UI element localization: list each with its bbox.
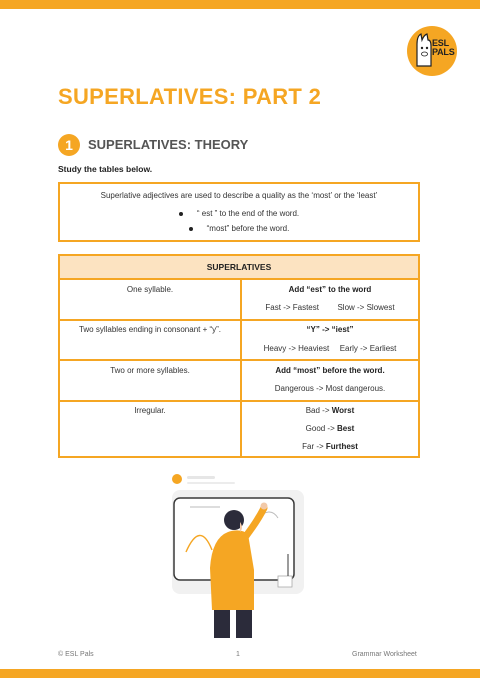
- rule-cell: Two syllables ending in consonant + “y”.: [78, 325, 222, 334]
- example-text: Slow -> Slowest: [337, 303, 395, 312]
- row-divider: [60, 319, 418, 321]
- irregular-cell: [242, 442, 418, 451]
- bottom-accent-bar: [0, 669, 480, 678]
- example-cell: [242, 344, 418, 353]
- irregular-cell: [242, 424, 418, 433]
- form-cell: “Y” -> “iest”: [306, 325, 354, 334]
- section-title: SUPERLATIVES: THEORY: [88, 137, 249, 152]
- superlatives-table: [58, 254, 420, 458]
- logo-line-esl: ESL: [432, 38, 449, 48]
- irregular-base: Bad ->: [305, 406, 332, 415]
- example-text: Heavy -> Heaviest: [263, 344, 330, 353]
- esl-pals-logo: [407, 26, 457, 76]
- theory-bullet: [60, 209, 418, 218]
- example-cell: [242, 303, 418, 312]
- form-cell: Add “most” before the word.: [275, 366, 385, 375]
- irregular-superlative: Worst: [331, 406, 355, 415]
- table-header: SUPERLATIVES: [60, 256, 418, 280]
- page-title: SUPERLATIVES: PART 2: [58, 84, 322, 109]
- rule-cell: Irregular.: [134, 406, 166, 415]
- example-text: Early -> Earliest: [339, 344, 397, 353]
- row-divider: [60, 359, 418, 361]
- rule-cell: Two or more syllables.: [110, 366, 190, 375]
- theory-intro: Superlative adjectives are used to describe a quality as the ‘most’ or the ‘least’: [100, 191, 378, 200]
- theory-box: [58, 182, 420, 242]
- bullet-dot-icon: [189, 227, 193, 231]
- logo-line-pals: PALS: [432, 47, 455, 57]
- irregular-cell: [242, 406, 418, 415]
- instruction-text: Study the tables below.: [58, 164, 153, 174]
- footer-copyright: © ESL Pals: [58, 651, 94, 658]
- irregular-base: Good ->: [305, 424, 337, 433]
- example-cell: Dangerous -> Most dangerous.: [274, 384, 386, 393]
- irregular-superlative: Best: [337, 424, 355, 433]
- bullet-text: “most” before the word.: [206, 224, 290, 233]
- top-accent-bar: [0, 0, 480, 9]
- irregular-base: Far ->: [302, 442, 326, 451]
- example-text: Fast -> Fastest: [265, 303, 319, 312]
- theory-bullet: [60, 224, 418, 233]
- irregular-superlative: Furthest: [325, 442, 358, 451]
- row-divider: [60, 400, 418, 402]
- section-number-badge: 1: [58, 134, 80, 156]
- bullet-dot-icon: [179, 212, 183, 216]
- form-cell: Add “est” to the word: [288, 285, 372, 294]
- logo-text: [432, 39, 454, 57]
- rule-cell: One syllable.: [126, 285, 174, 294]
- teacher-illustration: [160, 470, 320, 642]
- footer-page-number: 1: [236, 651, 240, 658]
- footer-worksheet-label: Grammar Worksheet: [352, 651, 417, 658]
- bullet-text: “ est ” to the end of the word.: [196, 209, 300, 218]
